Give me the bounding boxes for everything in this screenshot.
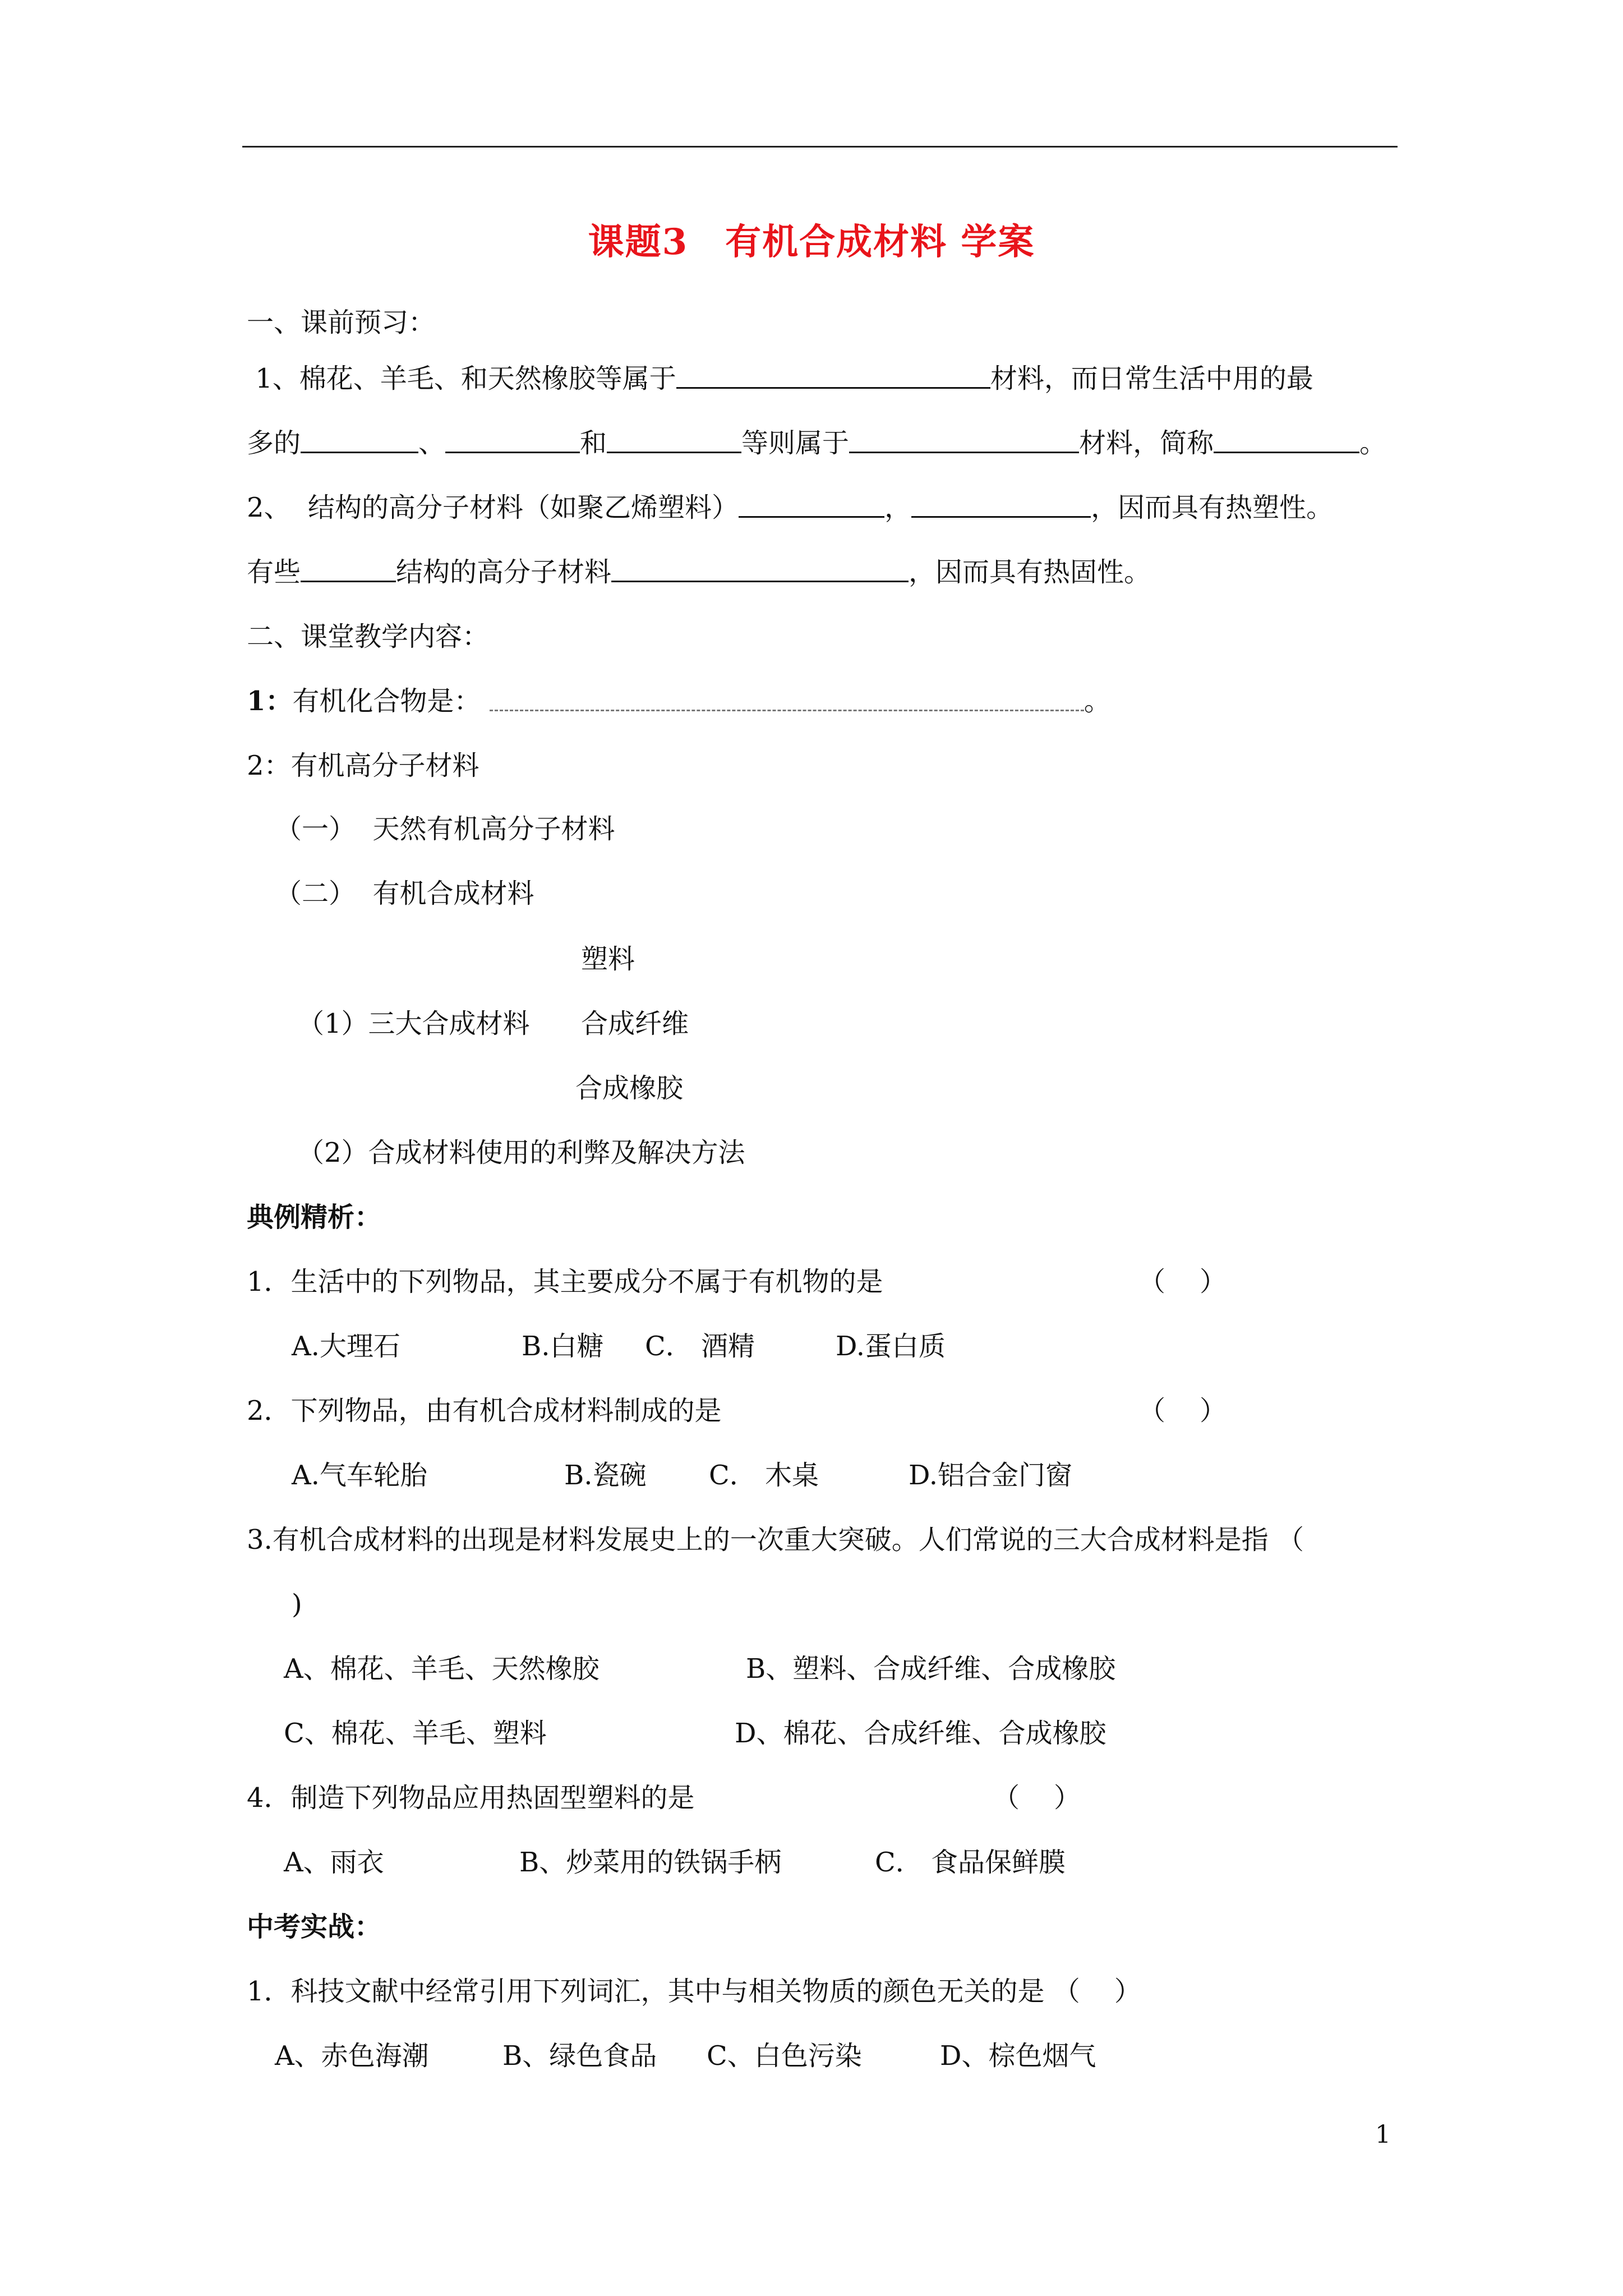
example-question-2: 2．下列物品，由有机合成材料制成的是 — [247, 1395, 722, 1427]
answer-paren-close[interactable]: ) — [292, 1589, 302, 1620]
question-1-line-2 — [247, 426, 1386, 460]
blank-field[interactable] — [739, 491, 884, 518]
blank-field[interactable] — [301, 427, 418, 453]
option-c: C． 木桌 — [709, 1460, 819, 1491]
option-b: B、炒菜用的铁锅手柄 — [519, 1847, 782, 1878]
item-2-heading: 2：有机高分子材料 — [247, 750, 479, 781]
q1-text-b: 材料，而日常生活中用的最 — [990, 363, 1313, 394]
exam-question-1: 1．科技文献中经常引用下列词汇，其中与相关物质的颜色无关的是 （ ） — [247, 1976, 1141, 2007]
pros-cons-line: （2）合成材料使用的利弊及解决方法 — [297, 1137, 745, 1168]
q3-text-a: 有些 — [247, 556, 301, 588]
example-question-3: 3.有机合成材料的出现是材料发展史上的一次重大突破。人们常说的三大合成材料是指 （ — [247, 1524, 1304, 1556]
option-b: B.白糖 — [522, 1331, 604, 1362]
answer-paren[interactable]: （ ） — [1138, 1395, 1227, 1427]
q1-text-f: 等则属于 — [741, 427, 850, 459]
question-1-line-1 — [247, 362, 1313, 395]
plastic-label: 塑料 — [581, 944, 635, 975]
exam-heading: 中考实战： — [247, 1911, 382, 1943]
option-b: B、绿色食品 — [502, 2040, 657, 2072]
q2-text-c: ，因而具有热塑性。 — [1091, 492, 1334, 523]
examples-heading: 典例精析： — [247, 1202, 382, 1233]
q1-text-h: 。 — [1359, 427, 1387, 459]
question-3-line — [247, 555, 1151, 589]
q3-text-c: ，因而具有热固性。 — [909, 556, 1151, 588]
option-a: A、棉花、羊毛、天然橡胶 — [284, 1653, 600, 1685]
q1-text-a: 1、棉花、羊毛、和天然橡胶等属于 — [247, 363, 676, 394]
blank-field[interactable] — [445, 427, 580, 453]
q1-text-d: 、 — [418, 427, 446, 459]
option-d: D、棕色烟气 — [940, 2040, 1096, 2072]
blank-field[interactable] — [490, 685, 1084, 711]
option-a: A.大理石 — [292, 1331, 400, 1362]
option-b: B、塑料、合成纤维、合成橡胶 — [746, 1653, 1116, 1685]
example-question-1: 1．生活中的下列物品，其主要成分不属于有机物的是 — [247, 1266, 883, 1297]
option-b: B.瓷碗 — [564, 1460, 647, 1491]
blank-field[interactable] — [911, 491, 1091, 518]
item-1-text: 有机化合物是： — [292, 685, 481, 717]
option-c: C． 酒精 — [645, 1331, 755, 1362]
section-2-heading: 二、课堂教学内容： — [247, 621, 490, 652]
option-d: D、棉花、合成纤维、合成橡胶 — [735, 1718, 1106, 1749]
option-a: A、赤色海潮 — [275, 2040, 429, 2072]
section-1-heading: 一、课前预习： — [247, 307, 436, 338]
item-1-line — [247, 684, 1111, 718]
blank-field[interactable] — [301, 556, 396, 582]
q3-text-b: 结构的高分子材料 — [396, 556, 612, 588]
q2-text-a: 2、 结构的高分子材料（如聚乙烯塑料） — [247, 492, 739, 523]
option-a: A、雨衣 — [284, 1847, 384, 1878]
q2-text-b: ， — [884, 492, 912, 523]
blank-field[interactable] — [607, 427, 741, 453]
rubber-label: 合成橡胶 — [575, 1073, 684, 1104]
option-c: C． 食品保鲜膜 — [875, 1847, 1066, 1878]
example-question-4: 4．制造下列物品应用热固型塑料的是 — [247, 1782, 695, 1814]
blank-field[interactable] — [849, 427, 1079, 453]
option-a: A.气车轮胎 — [292, 1460, 427, 1491]
answer-paren[interactable]: （ ） — [993, 1782, 1081, 1814]
blank-field[interactable] — [676, 362, 990, 389]
q1-text-c: 多的 — [247, 427, 301, 459]
answer-paren[interactable]: （ ） — [1138, 1266, 1227, 1297]
page-title: 课题3 有机合成材料 学案 — [588, 221, 1035, 263]
subsection-synthetic: （二） 有机合成材料 — [275, 878, 534, 909]
blank-field[interactable] — [1214, 427, 1359, 453]
subsection-natural: （一） 天然有机高分子材料 — [275, 813, 615, 845]
option-d: D.铝合金门窗 — [909, 1460, 1073, 1491]
fiber-label: 合成纤维 — [581, 1008, 689, 1039]
page-number: 1 — [1375, 2120, 1391, 2149]
q1-text-g: 材料，简称 — [1079, 427, 1214, 459]
q1-text-e: 和 — [580, 427, 607, 459]
question-2-line — [247, 491, 1333, 524]
header-rule — [242, 146, 1398, 148]
three-synthetic-materials: （1）三大合成材料 — [297, 1008, 530, 1039]
option-c: C、白色污染 — [707, 2040, 862, 2072]
item-1-end: 。 — [1083, 685, 1111, 717]
blank-field[interactable] — [611, 556, 909, 582]
item-1-label: 1： — [247, 685, 293, 717]
option-c: C、棉花、羊毛、塑料 — [284, 1718, 547, 1749]
option-d: D.蛋白质 — [836, 1331, 946, 1362]
